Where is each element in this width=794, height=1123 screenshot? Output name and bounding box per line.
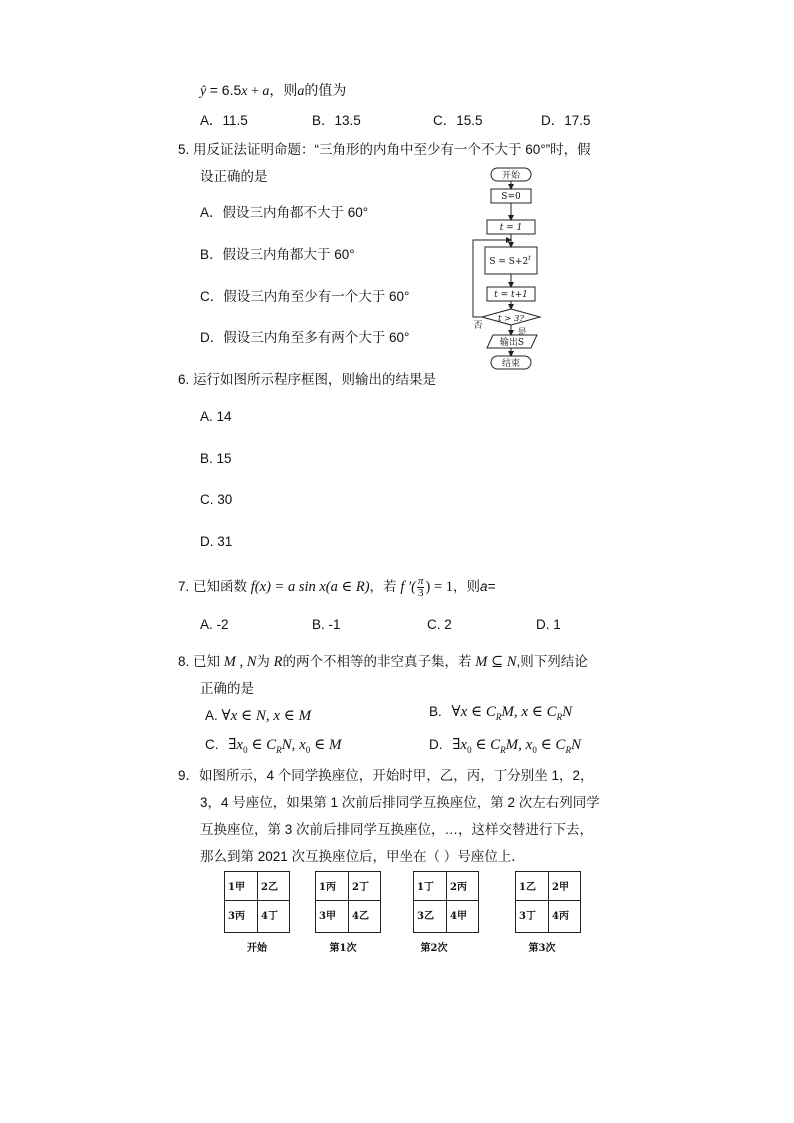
q8-option-a[interactable] bbox=[205, 706, 311, 725]
seat-cell: 1丙 bbox=[319, 882, 336, 893]
seat-cell: 2丁 bbox=[352, 882, 369, 893]
q4-eq-plus: + bbox=[247, 84, 263, 99]
q8-option-c-sub3: 0 bbox=[305, 745, 311, 755]
q8-text1: 为 bbox=[256, 654, 270, 669]
seat-grid-round-1 bbox=[315, 871, 381, 933]
q8-option-c-part2: ∈ C bbox=[247, 737, 277, 753]
q7-derivative: f ′( bbox=[400, 579, 416, 595]
program-flowchart bbox=[466, 164, 556, 374]
q7-fraction-num: π bbox=[417, 574, 424, 587]
q6-option-b[interactable]: B. 15 bbox=[200, 451, 232, 466]
q6-option-c[interactable]: C. 30 bbox=[200, 492, 233, 507]
q8-option-b-sub2: R bbox=[556, 712, 563, 722]
q4-option-c[interactable]: C．15.5 bbox=[433, 113, 483, 128]
seat-cell: 3丁 bbox=[519, 911, 536, 922]
q8-option-c[interactable] bbox=[205, 735, 341, 755]
flow-update-t-label: t = t+1 bbox=[494, 290, 528, 300]
q8-stem-line1 bbox=[178, 650, 588, 671]
q8-option-b-part2: M, x ∈ C bbox=[501, 704, 557, 720]
flow-start-label: 开始 bbox=[501, 171, 521, 181]
q8-option-c-sub1: 0 bbox=[243, 745, 248, 755]
flow-update-s-exp: t bbox=[528, 255, 531, 262]
q8-option-d-part4: ∈ C bbox=[536, 737, 566, 753]
seat-grid-round-2 bbox=[413, 871, 479, 933]
q4-equation bbox=[200, 80, 346, 100]
q7-stem bbox=[178, 570, 495, 604]
seat-grid-caption: 开始 bbox=[247, 943, 267, 954]
q8-option-d-part2: ∈ C bbox=[471, 737, 501, 753]
q7-option-d[interactable]: D. 1 bbox=[536, 617, 561, 632]
q8-option-d-sub4: R bbox=[565, 745, 571, 755]
q8-universal-set: R bbox=[273, 654, 283, 670]
q8-option-c-part1: ∃x bbox=[228, 737, 244, 753]
q5-stem-line2: 设正确的是 bbox=[200, 169, 268, 184]
seat-cell: 3丙 bbox=[228, 911, 245, 922]
q9-stem-line1: 9．如图所示，4 个同学换座位，开始时甲，乙，丙，丁分别坐 1，2， bbox=[178, 768, 594, 783]
q8-option-d-expr bbox=[452, 737, 581, 753]
q5-option-a[interactable]: A．假设三内角都不大于 60° bbox=[200, 205, 369, 220]
q7-option-c[interactable]: C. 2 bbox=[427, 617, 452, 632]
seat-cell: 4乙 bbox=[352, 911, 369, 922]
q8-text3: ,则下列结论 bbox=[516, 654, 588, 669]
q8-option-d-part5: N bbox=[570, 737, 581, 753]
seat-cell: 1甲 bbox=[228, 882, 245, 893]
q5-option-b[interactable]: B．假设三内角都大于 60° bbox=[200, 247, 355, 262]
flow-no-label: 否 bbox=[473, 321, 483, 331]
q8-option-d-sub3: 0 bbox=[532, 745, 537, 755]
flow-cond-label: t > 3? bbox=[498, 314, 524, 324]
flow-output-label: 输出S bbox=[499, 338, 525, 348]
q7-function: f(x) = a sin x(a ∈ R) bbox=[250, 579, 370, 595]
q7-option-a[interactable]: A. -2 bbox=[200, 617, 229, 632]
q7-fraction-den: 3 bbox=[417, 586, 424, 599]
y-hat-symbol: ŷ bbox=[200, 84, 207, 99]
q4-eq-a: a bbox=[262, 84, 270, 99]
q4-eq-x: x bbox=[241, 84, 248, 99]
q9-stem-line4: 那么到第 2021 次互换座位后，甲坐在（ ）号座位上． bbox=[200, 849, 525, 864]
flow-end-label: 结束 bbox=[501, 359, 521, 369]
q8-option-c-expr bbox=[228, 737, 341, 753]
seat-cell: 4丁 bbox=[261, 911, 278, 922]
q8-option-b-label: B. bbox=[429, 704, 442, 719]
q4-eq-a2: a bbox=[297, 84, 305, 99]
seat-cell: 2丙 bbox=[450, 882, 467, 893]
seat-cell: 1乙 bbox=[519, 882, 536, 893]
flow-update-s-text: S = S+2 bbox=[489, 257, 529, 267]
seat-cell: 2甲 bbox=[552, 882, 569, 893]
q8-option-a-expr: ∀x ∈ N, x ∈ M bbox=[221, 708, 312, 724]
q8-option-d-part1: ∃x bbox=[452, 737, 468, 753]
q5-option-d[interactable]: D．假设三内角至多有两个大于 60° bbox=[200, 330, 410, 345]
seat-cell: 3甲 bbox=[319, 911, 336, 922]
q9-stem-line3: 互换座位，第 3 次前后排同学互换座位，…，这样交替进行下去， bbox=[200, 822, 594, 837]
q6-option-a[interactable]: A. 14 bbox=[200, 409, 232, 424]
q8-option-d[interactable] bbox=[429, 735, 581, 755]
q8-option-a-label: A. bbox=[205, 708, 218, 723]
q8-option-c-sub2: R bbox=[276, 745, 282, 755]
q4-eq-prefix: = 6.5 bbox=[209, 82, 242, 98]
seat-grid-caption: 第3次 bbox=[528, 943, 556, 954]
q8-text2: 的两个不相等的非空真子集，若 bbox=[282, 654, 472, 669]
q4-eq-suffix: ，则 bbox=[269, 83, 298, 99]
q7-option-b[interactable]: B. -1 bbox=[312, 617, 341, 632]
seat-cell: 4甲 bbox=[450, 911, 467, 922]
q8-option-c-part3: N, x bbox=[281, 737, 306, 753]
seat-cell: 2乙 bbox=[261, 882, 278, 893]
q5-stem-line1: 5. 用反证法证明命题：“三角形的内角中至少有一个不大于 60°”时，假 bbox=[178, 142, 591, 157]
seat-grid-caption: 第2次 bbox=[420, 943, 448, 954]
q8-option-d-sub1: 0 bbox=[467, 745, 472, 755]
q8-option-b-part3: N bbox=[562, 704, 573, 720]
q7-mid: ，若 bbox=[369, 579, 397, 594]
q8-option-b-expr bbox=[452, 704, 573, 720]
q7-tail: ，则 bbox=[453, 579, 480, 594]
q8-option-c-part4: ∈ M bbox=[310, 737, 342, 753]
q8-option-b-part1: ∀x ∈ C bbox=[451, 704, 496, 720]
q4-option-b[interactable]: B．13.5 bbox=[312, 113, 361, 128]
q4-option-d[interactable]: D．17.5 bbox=[541, 113, 591, 128]
q8-option-b[interactable] bbox=[429, 702, 572, 722]
q8-label: 8. 已知 bbox=[178, 654, 221, 669]
q7-derivative-end: ) = 1 bbox=[425, 579, 453, 595]
q7-label: 7. 已知函数 bbox=[178, 579, 248, 594]
q7-answer-blank: a= bbox=[480, 579, 496, 594]
q8-option-b-sub1: R bbox=[495, 712, 502, 722]
seat-cell: 4丙 bbox=[552, 911, 569, 922]
seat-cell: 1丁 bbox=[417, 882, 434, 893]
flow-update-s-label bbox=[489, 255, 531, 267]
seat-cell: 3乙 bbox=[417, 911, 434, 922]
q8-option-d-label: D. bbox=[429, 737, 443, 752]
flow-init-label: S=0 bbox=[501, 192, 521, 202]
q8-subset-relation: M ⊆ N bbox=[475, 654, 517, 670]
flow-loop-back-line bbox=[473, 240, 511, 317]
q7-fraction bbox=[417, 576, 425, 599]
q9-stem-line2: 3，4 号座位，如果第 1 次前后排同学互换座位，第 2 次左右列同学 bbox=[200, 795, 600, 810]
q8-stem-line2: 正确的是 bbox=[200, 681, 254, 696]
q6-option-d[interactable]: D. 31 bbox=[200, 534, 233, 549]
seat-grid-caption: 第1次 bbox=[329, 943, 357, 954]
flow-yes-label: 是 bbox=[517, 328, 527, 338]
q6-stem: 6. 运行如图所示程序框图，则输出的结果是 bbox=[178, 372, 437, 387]
q8-sets: M , N bbox=[223, 654, 257, 670]
q8-option-d-sub2: R bbox=[500, 745, 506, 755]
q4-option-a[interactable]: A．11.5 bbox=[200, 113, 248, 128]
q8-option-d-part3: M, x bbox=[505, 737, 533, 753]
flow-t-init-label: t = 1 bbox=[499, 223, 523, 233]
q8-option-c-label: C. bbox=[205, 737, 219, 752]
q5-option-c[interactable]: C．假设三内角至少有一个大于 60° bbox=[200, 289, 410, 304]
seat-grid-start bbox=[224, 871, 290, 933]
q4-eq-tail: 的值为 bbox=[304, 83, 347, 99]
seat-grid-round-3 bbox=[515, 871, 581, 933]
